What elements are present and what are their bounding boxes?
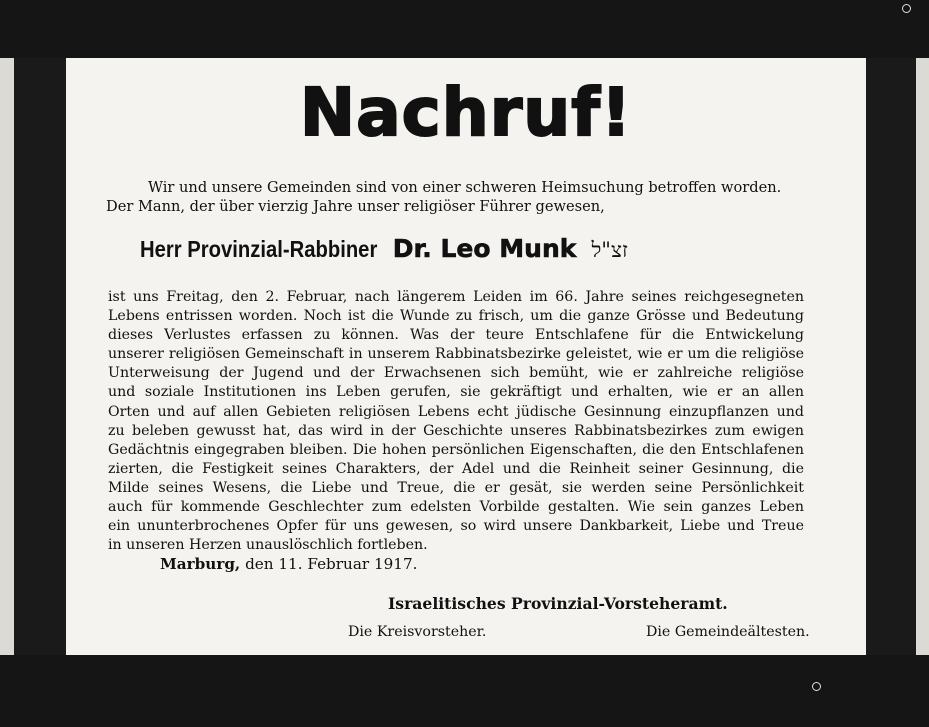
notice-title: Nachruf! — [299, 74, 633, 151]
body-line: Milde seines Wesens, die Liebe und Treue, die er gesät, sie werden seine Persönlichkeit — [108, 479, 804, 496]
body-line: zu beleben gewusst hat, das wird in der Geschichte unseres Rabbinatsbezirkes zum ewigen — [108, 422, 804, 439]
date-text: den 11. Februar 1917. — [245, 555, 418, 573]
intro-line: Wir und unsere Gemeinden sind von einer schweren Heimsuchung betroffen worden. — [148, 179, 782, 196]
body-line: Orten und auf allen Gebieten religiösen Lebens echt jüdische Gesinnung einzupflanzen und — [108, 403, 804, 420]
corner-hole-mark — [902, 4, 911, 13]
body-line: und soziale Institutionen ins Leben gerufen, sie gekräftigt und erhalten, wie er an allen — [108, 384, 804, 401]
notice-body — [108, 288, 804, 555]
body-line: ist uns Freitag, den 2. Februar, nach längerem Leiden im 66. Jahre seines reichgesegneten — [108, 289, 804, 305]
body-line: Lebens entrissen worden. Noch ist die Wunde zu frisch, um die ganze Grösse und Bedeutung — [108, 308, 804, 325]
bottom-hole-mark — [812, 682, 821, 691]
body-line: dieses Verlustes erfassen zu können. Was der teure Entschlafene für die Entwickelung — [108, 327, 804, 344]
right-black-border — [866, 58, 916, 655]
body-line: in unseren Herzen unauslöschlich fortleben. — [108, 537, 428, 554]
date-line — [160, 555, 417, 573]
date-city: Marburg, — [160, 555, 241, 573]
signer-organization: Israelitisches Provinzial-Vorsteheramt. — [388, 594, 728, 613]
left-black-border — [14, 58, 66, 655]
body-line: Gedächtnis eingegraben bleiben. Die hohen persönlichen Eigenschaften, die den Entschlafenen — [108, 441, 804, 458]
right-margin-strip — [916, 58, 929, 655]
deceased-name: Dr. Leo Munk — [392, 234, 577, 263]
top-black-border — [0, 0, 929, 58]
bottom-black-border — [0, 655, 929, 727]
deceased-title: Herr Provinzial-Rabbiner — [140, 236, 378, 262]
hebrew-honorific: זצ"ל — [591, 238, 628, 262]
left-margin-strip — [0, 58, 14, 655]
signer-community-elders: Die Gemeindeältesten. — [646, 624, 810, 640]
body-line: unserer religiösen Gemeinschaft in unserem Rabbinatsbezirke geleistet, wie er um die religiöse — [108, 346, 804, 363]
obituary-notice — [66, 58, 866, 655]
signer-district-heads: Die Kreisvorsteher. — [348, 624, 487, 640]
body-line: Unterweisung der Jugend und der Erwachsenen sich bemüht, wie er zahlreiche religiöse — [108, 365, 804, 382]
body-line: ein ununterbrochenes Opfer für uns gewesen, so wird unsere Dankbarkeit, Liebe und Treue — [108, 518, 804, 535]
body-line: auch für kommende Geschlechter zum edelsten Vorbilde gestalten. Wie sein ganzes Leben — [108, 499, 804, 516]
deceased-name-line — [140, 236, 628, 261]
intro-line: Der Mann, der über vierzig Jahre unser religiöser Führer gewesen, — [106, 198, 605, 215]
body-line: zierten, die Festigkeit seines Charakters, der Adel und die Reinheit seiner Gesinnung, die — [108, 460, 804, 477]
